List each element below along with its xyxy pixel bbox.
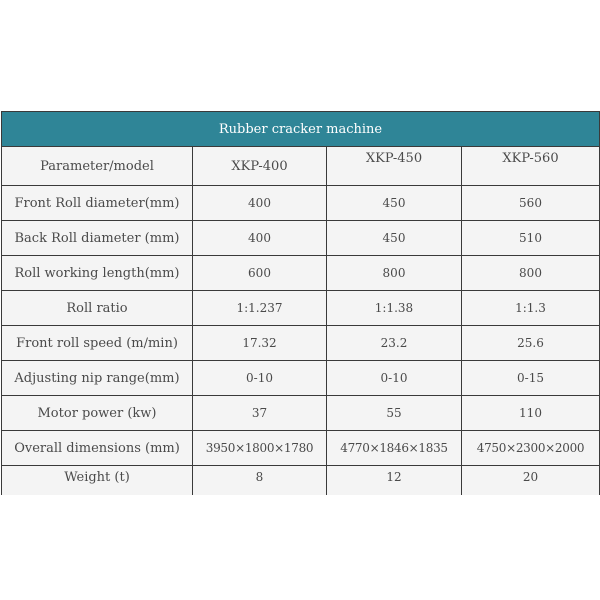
table-cell: 23.2 [327,326,462,361]
table-cell: 600 [193,256,327,291]
table-row [2,431,600,466]
parameter-label: Overall dimensions (mm) [2,431,193,466]
parameter-label: Roll working length(mm) [2,256,193,291]
table-cell: 4750×2300×2000 [462,431,600,466]
table-cell: 4770×1846×1835 [327,431,462,466]
table-title: Rubber cracker machine [2,112,600,147]
table-row [2,396,600,431]
table-cell: 0-10 [193,361,327,396]
column-header-model: XKP-400 [193,147,327,186]
table-cell: 25.6 [462,326,600,361]
parameter-label: Back Roll diameter (mm) [2,221,193,256]
table-cell: 1:1.237 [193,291,327,326]
column-header-model: XKP-560 [462,147,600,186]
table-cell: 400 [193,221,327,256]
spec-table [1,111,600,495]
table-cell: 110 [462,396,600,431]
table-row [2,326,600,361]
table-cell: 0-10 [327,361,462,396]
column-header-model: XKP-450 [327,147,462,186]
parameter-label: Front roll speed (m/min) [2,326,193,361]
parameter-label: Adjusting nip range(mm) [2,361,193,396]
parameter-label: Roll ratio [2,291,193,326]
parameter-label: Weight (t) [2,466,193,496]
table-header-row [2,147,600,186]
table-cell: 510 [462,221,600,256]
table-cell: 560 [462,186,600,221]
table-cell: 55 [327,396,462,431]
table-row [2,291,600,326]
table-cell: 1:1.3 [462,291,600,326]
table-row [2,256,600,291]
table-cell: 17.32 [193,326,327,361]
table-cell: 8 [193,466,327,496]
table-cell: 1:1.38 [327,291,462,326]
parameter-label: Front Roll diameter(mm) [2,186,193,221]
table-cell: 37 [193,396,327,431]
table-row [2,361,600,396]
table-row [2,466,600,496]
table-cell: 800 [462,256,600,291]
table-cell: 450 [327,221,462,256]
table-cell: 3950×1800×1780 [193,431,327,466]
table-cell: 450 [327,186,462,221]
table-row [2,186,600,221]
table-cell: 12 [327,466,462,496]
table-cell: 800 [327,256,462,291]
table-cell: 400 [193,186,327,221]
column-header-parameter: Parameter/model [2,147,193,186]
table-row [2,221,600,256]
table-cell: 0-15 [462,361,600,396]
parameter-label: Motor power (kw) [2,396,193,431]
table-title-row [2,112,600,147]
table-cell: 20 [462,466,600,496]
